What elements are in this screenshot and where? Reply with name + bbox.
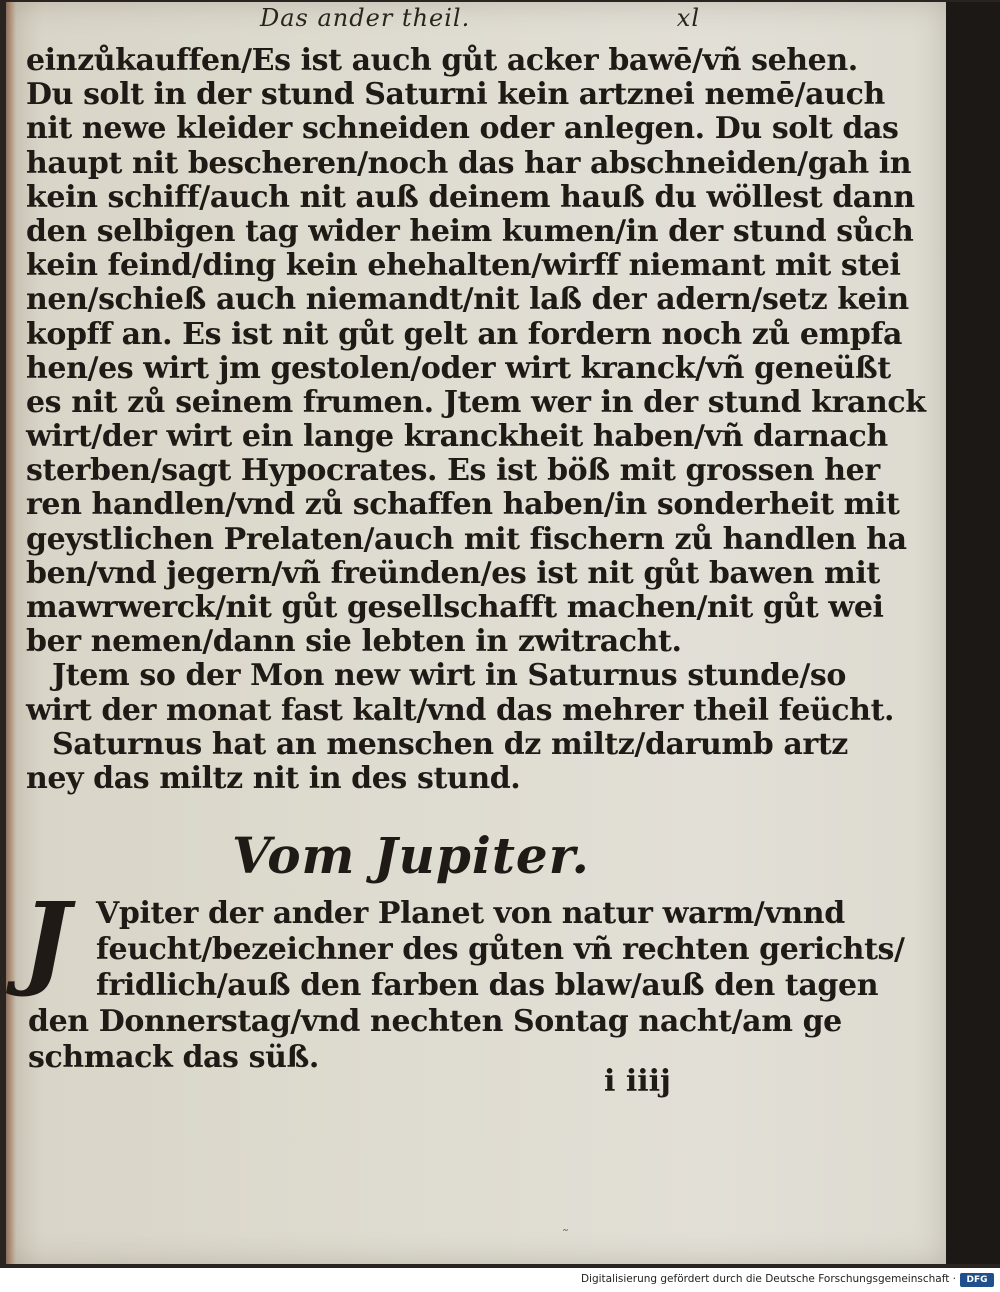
signature-mark: i iiij (604, 1064, 671, 1099)
section-heading: Vom Jupiter. (232, 826, 590, 885)
text-line: schmack das süß. (28, 1040, 319, 1075)
text-line: kopff an. Es ist nit gůt gelt an fordern noch zů empfa (26, 316, 903, 352)
text-line: nit newe kleider schneiden oder anlegen. Du solt das (26, 111, 899, 147)
text-line: sterben/sagt Hypocrates. Es ist böß mit grossen her (26, 453, 880, 489)
text-line: Du solt in der stund Saturni kein artznei nemē/auch (26, 77, 885, 113)
footer-credit: Digitalisierung gefördert durch die Deutsche Forschungsgemeinschaft · (580, 1273, 956, 1285)
text-line: feucht/bezeichner des gůten vñ rechten gerichts/ (96, 932, 905, 967)
text-line: Saturnus hat an menschen dz miltz/darumb artz (52, 726, 848, 762)
page-spine-edge (6, 2, 16, 1264)
text-line: hen/es wirt jm gestolen/oder wirt kranck/vñ geneüßt (26, 350, 891, 386)
text-line: Vpiter der ander Planet von natur warm/vnnd (96, 896, 845, 931)
text-line: wirt/der wirt ein lange kranckheit haben/vñ darnach (26, 419, 888, 455)
running-title: Das ander theil. (260, 4, 471, 32)
text-line: kein feind/ding kein ehehalten/wirff niemant mit stei (26, 248, 901, 284)
scan-right-margin (946, 2, 1000, 1264)
text-line: mawrwerck/nit gůt gesellschafft machen/nit gůt wei (26, 590, 884, 625)
body-text (26, 43, 926, 796)
text-line: kein schiff/auch nit auß deinem hauß du wöllest dann (26, 179, 915, 215)
text-line: ren handlen/vnd zů schaffen haben/in sonderheit mit (26, 487, 900, 523)
text-line: ney das miltz nit in des stund. (26, 760, 521, 796)
ink-mark: ˜ (562, 1228, 569, 1244)
page-header (250, 4, 710, 32)
dfg-logo: DFG (960, 1273, 994, 1287)
text-line: fridlich/auß den farben das blaw/auß den tagen (96, 968, 879, 1003)
section-text (28, 896, 905, 1076)
text-line: es nit zů seinem frumen. Jtem wer in der stund kranck (26, 384, 926, 420)
text-line: den Donnerstag/vnd nechten Sontag nacht/am ge (28, 1004, 842, 1039)
footer-bar (0, 1270, 1000, 1292)
text-line: einzůkauffen/Es ist auch gůt acker bawē/vñ sehen. (26, 43, 858, 78)
text-line: den selbigen tag wider heim kumen/in der stund sůch (26, 213, 914, 249)
decorated-initial: J (22, 880, 71, 1000)
text-line: geystlichen Prelaten/auch mit fischern zů handlen ha (26, 521, 907, 557)
text-line: wirt der monat fast kalt/vnd das mehrer theil feücht. (26, 692, 895, 728)
text-line: Jtem so der Mon new wirt in Saturnus stunde/so (52, 658, 847, 694)
text-line: ben/vnd jegern/vñ freünden/es ist nit gůt bawen mit (26, 555, 880, 591)
text-line: nen/schieß auch niemandt/nit laß der adern/setz kein (26, 282, 909, 318)
folio-number: xl (676, 4, 700, 32)
text-line: haupt nit bescheren/noch das har abschneiden/gah in (26, 145, 912, 181)
text-line: ber nemen/dann sie lebten in zwitracht. (26, 624, 682, 660)
